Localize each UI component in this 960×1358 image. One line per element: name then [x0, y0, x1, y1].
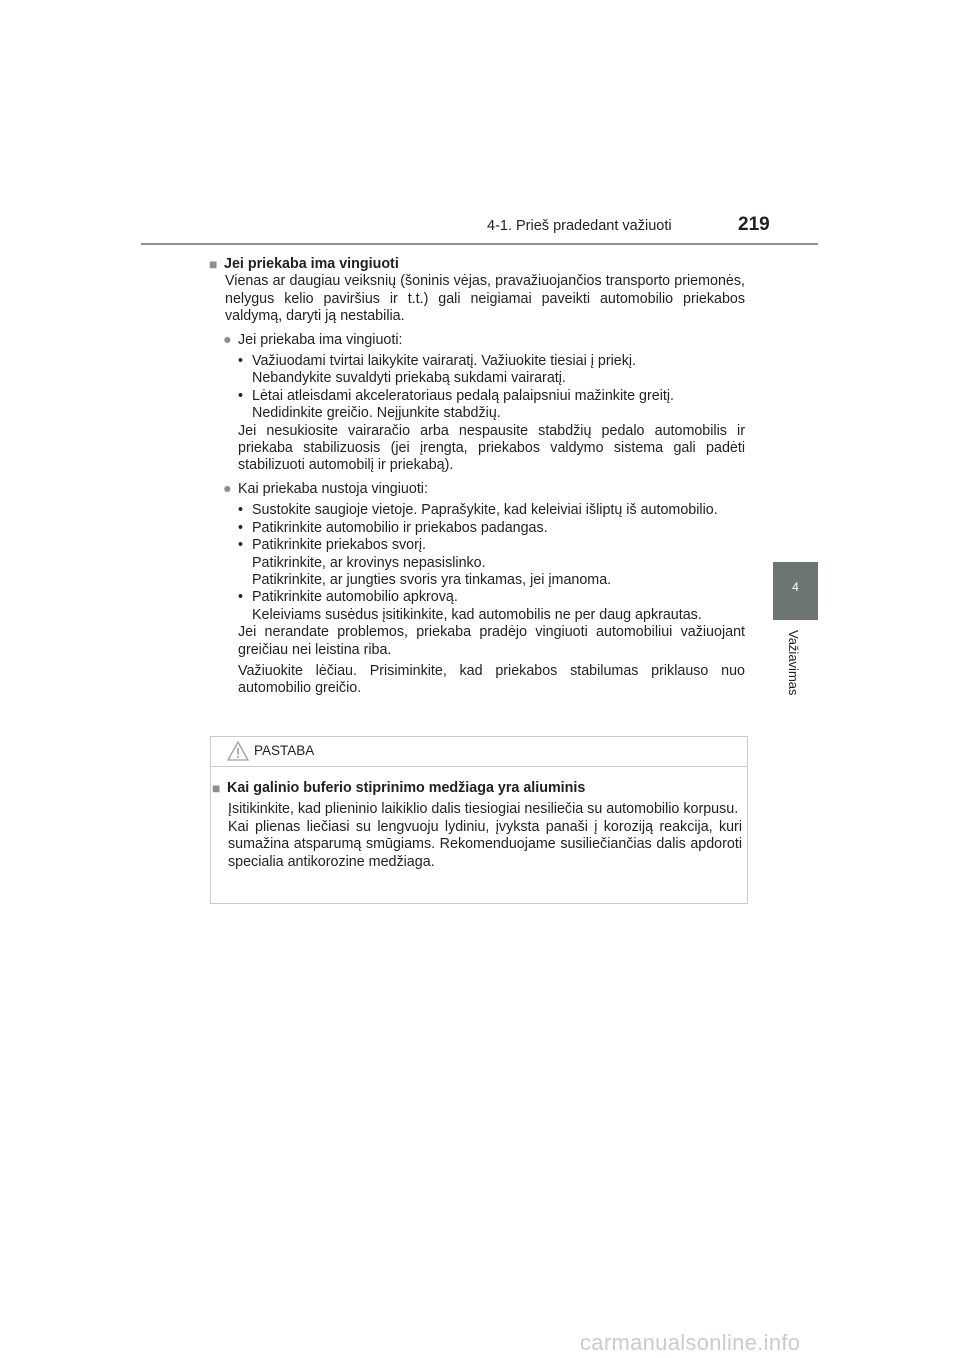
list-item: • Patikrinkite automobilio ir priekabos padangas. — [238, 519, 548, 536]
note-title: PASTABA — [254, 743, 315, 758]
bullet-mark: • — [238, 589, 244, 606]
bullet-mark: • — [238, 387, 244, 404]
section-heading — [209, 256, 745, 273]
intro-paragraph: Vienas ar daugiau veiksnių (šoninis vėjas, pravažiuojančios transporto priemonės, nelygus kelio paviršius ir t.t.) gali neigiamai paveikti automobilio priekabos valdymą, daryti ją nestabilia. — [225, 273, 745, 325]
note-heading-text: Kai galinio buferio stiprinimo medžiaga yra aliuminis — [227, 780, 586, 796]
dot-item-1 — [225, 332, 745, 349]
note-heading — [212, 780, 742, 797]
note-header — [211, 737, 747, 767]
chapter-tab-number: 4 — [773, 562, 818, 620]
note-paragraph-2: Kai plienas liečiasi su lengvuoju lydiniu, įvyksta panaši į koroziją reakcija, kuri sumažina atsparumą smūgiams. Rekomenduojame susiliečiančias dalis apdoroti specialia antikorozine medžiaga. — [228, 818, 742, 870]
list-item: • Važiuodami tvirtai laikykite vairaratį. Važiuokite tiesiai į priekį. Nebandykite suvaldyti priekabą sukdami vairaratį. — [238, 353, 637, 387]
round-bullet-icon: ● — [223, 480, 232, 497]
header-section-title: 4-1. Prieš pradedant važiuoti — [487, 218, 672, 234]
list-item: • Sustokite saugioje vietoje. Paprašykite, kad keleiviai išliptų iš automobilio. — [238, 502, 718, 519]
round-bullet-icon: ● — [223, 331, 232, 348]
chapter-tab-label: Važiavimas — [786, 630, 801, 696]
dot-item-2-label: Kai priekaba nustoja vingiuoti: — [238, 480, 428, 497]
bullet-mark: • — [238, 502, 244, 519]
header-divider — [141, 243, 818, 245]
dot-item-2 — [225, 481, 745, 498]
item1-bullet-list — [238, 353, 745, 423]
footer-watermark: carmanualsonline.info — [580, 1330, 801, 1355]
section-heading-text: Jei priekaba ima vingiuoti — [224, 256, 399, 272]
item1-after-paragraph: Jei nesukiosite vairaračio arba nespausite stabdžių pedalo automobilis ir priekaba stabilizuosis (jei įrengta, priekabos valdymo sistema gali padėti stabilizuoti automobilį ir priekabą). — [238, 422, 745, 474]
warning-triangle-icon — [227, 741, 249, 766]
bullet-mark: • — [238, 519, 244, 536]
list-item: • Patikrinkite priekabos svorį. Patikrinkite, ar krovinys nepasislinko. Patikrinkite, ar jungties svoris yra tinkamas, jei įmanoma. — [238, 537, 612, 588]
item2-bullet-list — [238, 502, 745, 624]
bullet-mark: • — [238, 537, 244, 554]
list-item: • Patikrinkite automobilio apkrovą. Keleiviams susėdus įsitikinkite, kad automobilis ne per daug apkrautas. — [238, 589, 702, 623]
main-content — [209, 256, 745, 698]
note-box — [210, 736, 748, 904]
note-paragraph-1: Įsitikinkite, kad plieninio laikiklio dalis tiesiogiai nesiliečia su automobilio korpusu. — [228, 801, 739, 818]
bullet-mark: • — [238, 353, 244, 370]
item2-after-paragraph-1: Jei nerandate problemos, priekaba pradėjo vingiuoti automobiliui važiuojant greičiau nei leistina riba. — [238, 624, 745, 658]
square-bullet-icon: ■ — [209, 256, 218, 272]
list-item: • Lėtai atleisdami akceleratoriaus pedalą palaipsniui mažinkite greitį. Nedidinkite greičio. Neįjunkite stabdžių. — [238, 387, 674, 422]
item2-after-paragraph-2: Važiuokite lėčiau. Prisiminkite, kad priekabos stabilumas priklauso nuo automobilio greičio. — [238, 662, 745, 697]
dot-item-1-label: Jei priekaba ima vingiuoti: — [238, 331, 403, 348]
square-bullet-icon: ■ — [212, 780, 221, 796]
page-number: 219 — [738, 214, 770, 235]
note-body — [212, 780, 742, 871]
